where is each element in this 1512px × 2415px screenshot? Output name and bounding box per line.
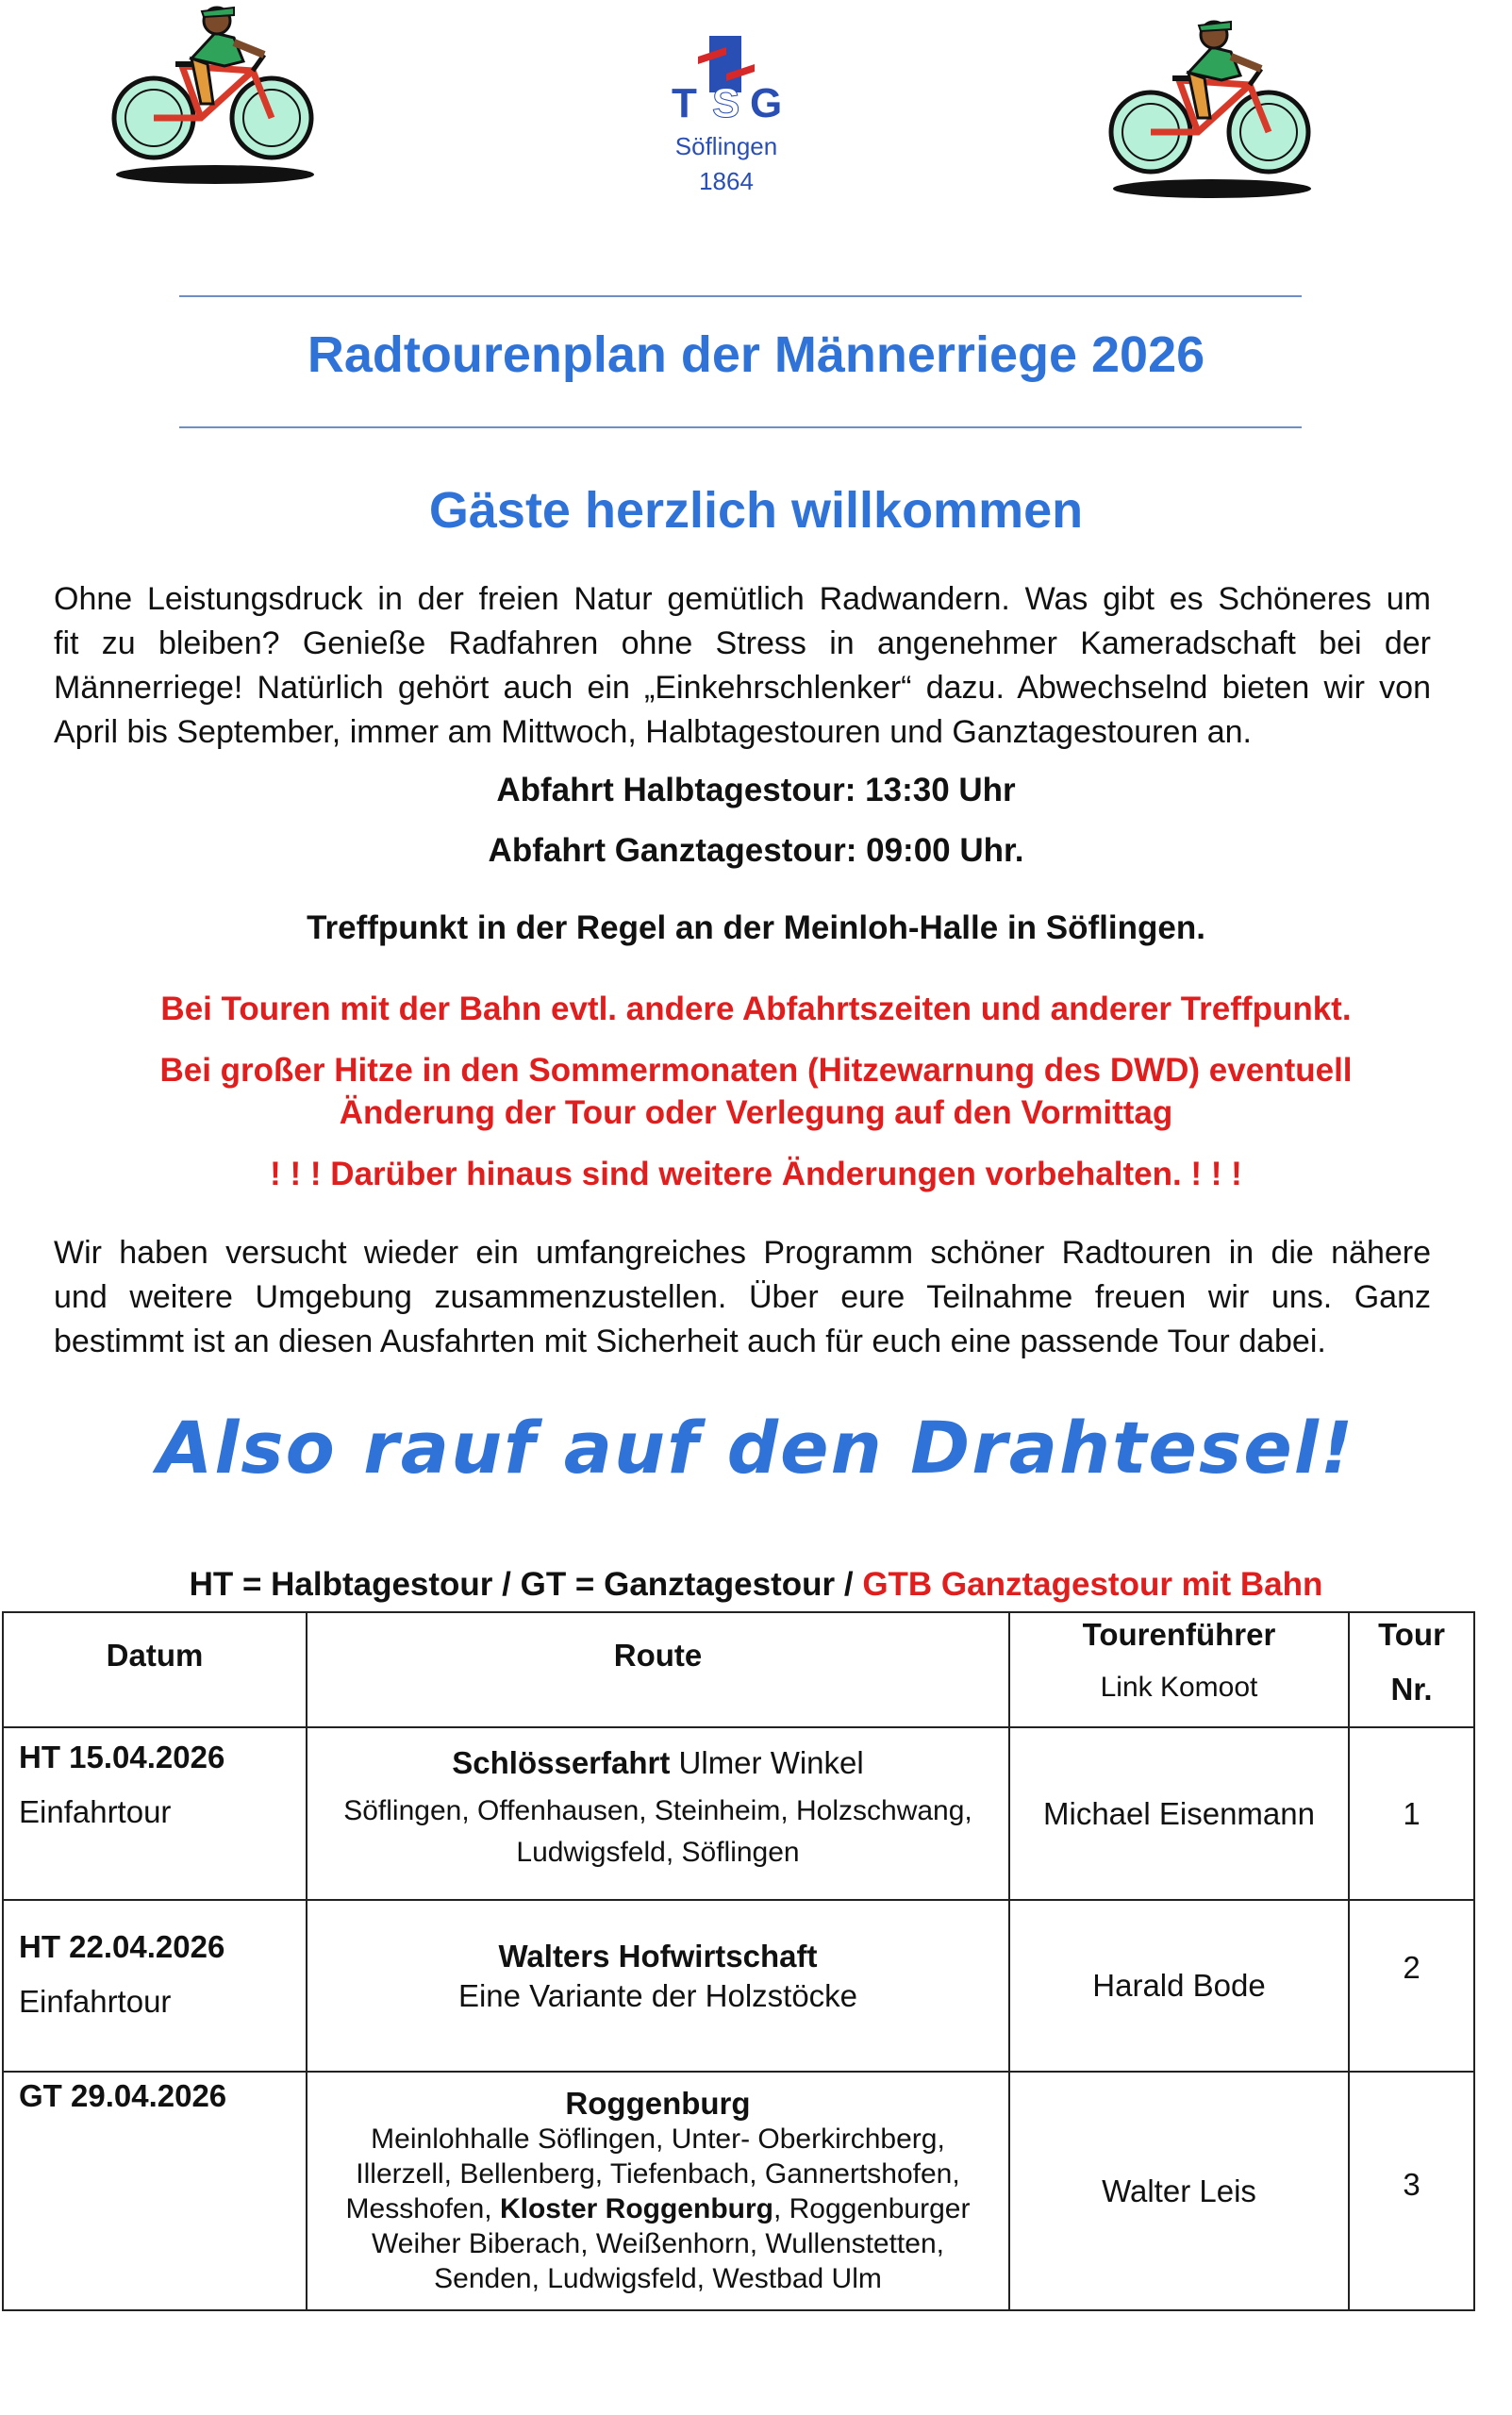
page-title: Radtourenplan der Männerriege 2026 bbox=[307, 326, 1205, 383]
program-line: und weitere Umgebung zusammenzustellen. Über eure Teilnahme freuen wir uns. Ganz bbox=[54, 1279, 1431, 1315]
legend-gtb: GTB Ganztagestour mit Bahn bbox=[862, 1566, 1323, 1603]
row-leader[interactable]: Michael Eisenmann bbox=[1009, 1727, 1349, 1900]
row-leader[interactable]: Walter Leis bbox=[1009, 2072, 1349, 2310]
note-heat-line-2: Änderung der Tour oder Verlegung auf den Vormittag bbox=[339, 1094, 1173, 1131]
header-tour-nr bbox=[1349, 1612, 1474, 1727]
departure-half-day: Abfahrt Halbtagestour: 13:30 Uhr bbox=[496, 772, 1016, 808]
svg-text:S: S bbox=[712, 80, 740, 126]
header-tour-label: Tour bbox=[1378, 1617, 1445, 1652]
route-detail bbox=[307, 2122, 1008, 2296]
row-note: Einfahrtour bbox=[19, 1794, 172, 1829]
intro-paragraph bbox=[54, 577, 1431, 755]
row-route-cell bbox=[307, 2072, 1009, 2310]
title-rule-top bbox=[179, 295, 1302, 297]
title-rule-bottom bbox=[179, 426, 1302, 428]
cyclist-left-illustration bbox=[102, 0, 338, 189]
header-leader bbox=[1009, 1612, 1349, 1727]
row-tour-nr: 1 bbox=[1349, 1727, 1474, 1900]
row-leader[interactable]: Harald Bode bbox=[1009, 1900, 1349, 2072]
header-nr-label: Nr. bbox=[1390, 1672, 1433, 1707]
header-leader-label: Tourenführer bbox=[1082, 1617, 1276, 1652]
route-detail: Söflingen, Offenhausen, Steinheim, Holzschwang, Ludwigsfeld, Söflingen bbox=[343, 1795, 972, 1868]
note-changes: ! ! ! Darüber hinaus sind weitere Änderungen vorbehalten. ! ! ! bbox=[270, 1156, 1242, 1192]
intro-line: Ohne Leistungsdruck in der freien Natur gemütlich Radwandern. Was gibt es Schöneres um bbox=[54, 581, 1431, 617]
header-komoot-link[interactable]: Link Komoot bbox=[1100, 1672, 1258, 1703]
row-note: Einfahrtour bbox=[19, 1984, 172, 2019]
route-detail-part: , Roggenburger Weiher Biberach, Weißenhorn, Wullenstetten, Senden, Ludwigsfeld, Westbad Ulm bbox=[372, 2193, 971, 2294]
header-date: Datum bbox=[3, 1612, 307, 1727]
program-line: bestimmt ist an diesen Ausfahrten mit Sicherheit auch für euch eine passende Tour dabei. bbox=[54, 1324, 1326, 1359]
logo-place: Söflingen bbox=[674, 132, 778, 160]
departure-full-day: Abfahrt Ganztagestour: 09:00 Uhr. bbox=[488, 832, 1024, 869]
table-header-row bbox=[3, 1612, 1474, 1727]
row-date-cell bbox=[3, 2072, 307, 2310]
route-title-rest: Ulmer Winkel bbox=[670, 1745, 864, 1780]
program-paragraph bbox=[54, 1231, 1431, 1364]
intro-line: April bis September, immer am Mittwoch, Halbtagestouren und Ganztagestouren an. bbox=[54, 714, 1252, 750]
program-line: Wir haben versucht wieder ein umfangreiches Programm schöner Radtouren in die nähere bbox=[54, 1235, 1431, 1271]
row-date-cell bbox=[3, 1727, 307, 1900]
table-row bbox=[3, 1727, 1474, 1900]
route-highlight: Kloster Roggenburg bbox=[499, 2193, 773, 2224]
route-detail-part: Meinlohhalle Söflingen, Unter- Oberkirchberg, Illerzell, Bellenberg, Tiefenbach, Gannertshofen, Messhofen, bbox=[345, 2124, 960, 2224]
route-title: Roggenburg bbox=[565, 2086, 751, 2121]
table-row bbox=[3, 1900, 1474, 2072]
tsg-logo bbox=[660, 36, 792, 196]
intro-line: Männerriege! Natürlich gehört auch ein „Einkehrschlenker“ dazu. Abwechselnd bieten wir von bbox=[54, 670, 1431, 706]
row-route-cell bbox=[307, 1900, 1009, 2072]
legend bbox=[0, 1566, 1512, 1604]
row-route-cell bbox=[307, 1727, 1009, 1900]
logo-year: 1864 bbox=[699, 167, 754, 195]
route-detail: Eine Variante der Holzstöcke bbox=[457, 1978, 858, 2013]
route-title: Walters Hofwirtschaft bbox=[498, 1939, 818, 1974]
header-route: Route bbox=[307, 1612, 1009, 1727]
cyclist-right-illustration bbox=[1099, 9, 1335, 198]
slogan: Also rauf auf den Drahtesel! bbox=[157, 1406, 1355, 1490]
intro-line: fit zu bleiben? Genieße Radfahren ohne Stress in angenehmer Kameradschaft bei der bbox=[54, 625, 1431, 661]
row-date: HT 22.04.2026 bbox=[19, 1929, 225, 1964]
route-title: Schlösserfahrt bbox=[452, 1745, 671, 1780]
row-tour-nr: 2 bbox=[1349, 1900, 1474, 2072]
svg-text:G: G bbox=[750, 80, 783, 126]
meeting-point: Treffpunkt in der Regel an der Meinloh-Halle in Söflingen. bbox=[307, 909, 1205, 946]
row-date-cell bbox=[3, 1900, 307, 2072]
welcome-heading: Gäste herzlich willkommen bbox=[428, 482, 1084, 539]
svg-text:T: T bbox=[672, 80, 697, 126]
legend-ht-gt: HT = Halbtagestour / GT = Ganztagestour / bbox=[189, 1566, 863, 1603]
note-heat-line-1: Bei großer Hitze in den Sommermonaten (Hitzewarnung des DWD) eventuell bbox=[159, 1052, 1353, 1089]
row-tour-nr: 3 bbox=[1349, 2072, 1474, 2310]
note-train: Bei Touren mit der Bahn evtl. andere Abfahrtszeiten und anderer Treffpunkt. bbox=[160, 991, 1352, 1027]
tour-table bbox=[2, 1611, 1475, 2311]
table-row bbox=[3, 2072, 1474, 2310]
row-date: HT 15.04.2026 bbox=[19, 1740, 225, 1774]
row-date: GT 29.04.2026 bbox=[19, 2078, 227, 2113]
